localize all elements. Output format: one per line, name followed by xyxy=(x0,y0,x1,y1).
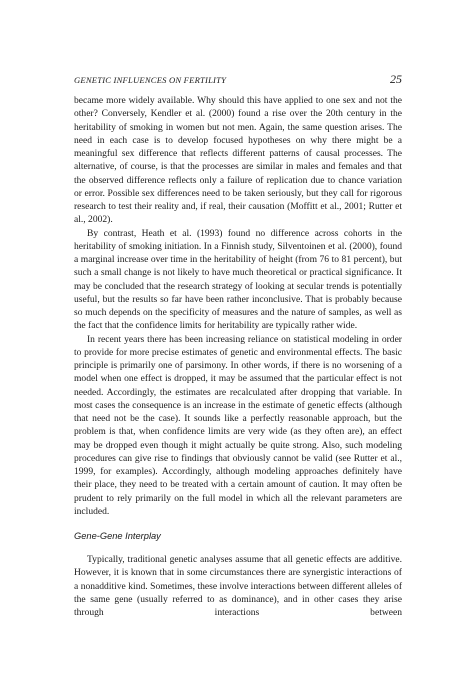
body-paragraph: Typically, traditional genetic analyses assume that all genetic effects are additive. However, it is known that in some circumstances there are synergistic interactions of a nonadditive kind. Sometimes, these involve interactions between different alleles of the same gene (usually referred to as dominance), and in other cases they arise through interactions between xyxy=(74,554,402,618)
body-paragraph: In recent years there has been increasing reliance on statistical modeling in order to provide for more precise estimates of genetic and environmental effects. The basic principle is primarily one of parsimony. In other words, if there is no worsening of a model when one effect is dropped, it may be assumed that the particular effect is not needed. Accordingly, the estimates are recalculated after dropping that variable. In most cases the consequence is an increase in the estimate of genetic effects (although that need not be the case). It sounds like a perfectly reasonable approach, but the problem is that, when confidence limits are very wide (as they often are), an effect may be dropped even though it might actually be quite strong. Also, such modeling procedures can give rise to findings that obviously cannot be valid (see Rutter et al., 1999, for examples). Accordingly, although modeling approaches definitely have their place, they need to be treated with a certain amount of caution. It may often be prudent to rely primarily on the full model in which all the relevant parameters are included. xyxy=(74,333,402,517)
running-head xyxy=(74,72,402,94)
section-heading: Gene-Gene Interplay xyxy=(74,531,161,541)
body-paragraph: became more widely available. Why should this have applied to one sex and not the other? Conversely, Kendler et al. (2000) found a rise over the 20th century in the heritability of smoking in women but not men. Again, the same question arises. The need in each case is to develop focused hypotheses on why there might be a meaningful sex difference that reflects different patterns of causal processes. The alternative, of course, is that the processes are similar in males and females and that the observed difference reflects only a failure of replication due to chance variation or error. Possible sex differences need to be taken seriously, but they call for rigorous research to test their reality and, if real, their causation (Moffitt et al., 2001; Rutter et al., 2002). xyxy=(74,95,402,226)
book-page xyxy=(74,72,402,619)
running-title: GENETIC INFLUENCES ON FERTILITY xyxy=(74,75,227,85)
body-paragraph: By contrast, Heath et al. (1993) found no difference across cohorts in the heritability of smoking initiation. In a Finnish study, Silventoinen et al. (2000), found a marginal increase over time in the heritability of height (from 76 to 81 percent), but such a small change is not likely to have much theoretical or practical significance. It may be concluded that the research strategy of looking at secular trends is potentially useful, but the results so far have been rather inconclusive. That is probably because so much depends on the specificity of measures and the nature of samples, as well as the fact that the confidence limits for heritability are typically rather wide. xyxy=(74,227,402,332)
page-number: 25 xyxy=(390,72,402,86)
